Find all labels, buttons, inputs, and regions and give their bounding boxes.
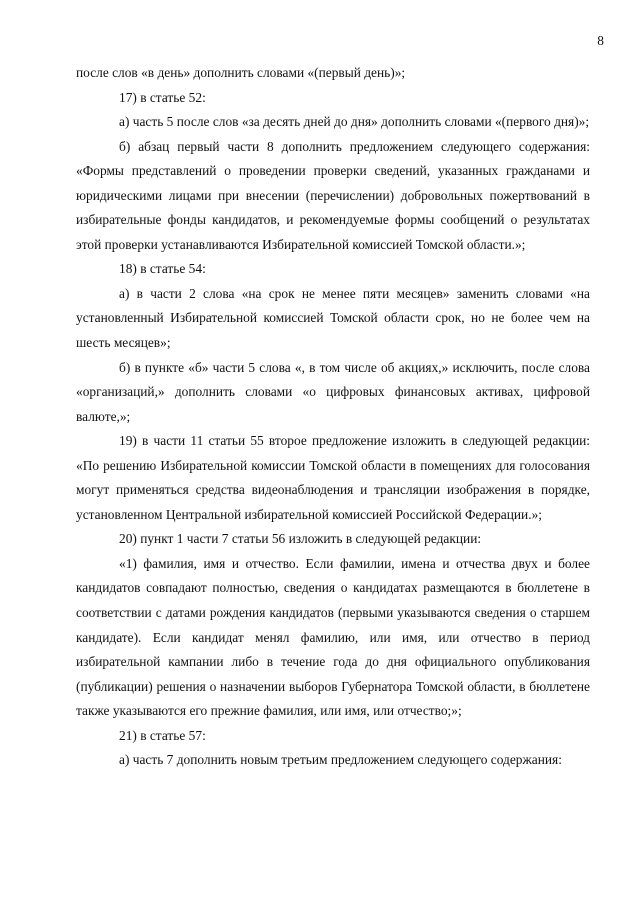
paragraph: а) часть 7 дополнить новым третьим предложением следующего содержания: — [119, 752, 562, 768]
paragraph: а) часть 5 после слов «за десять дней до дня» дополнить словами «(первого дня)»; — [119, 114, 590, 130]
paragraph: 19) в части 11 статьи 55 второе предложение изложить в следующей редакции: «По решению Избирательной комиссии Томской области в помещениях для голосования могут применяться средства видеонаблюдения и трансляции изображения в порядке, установленном Центральной избирательной комиссией Российской Федерации.»; — [76, 433, 590, 522]
paragraph: 20) пункт 1 части 7 статьи 56 изложить в следующей редакции: — [119, 531, 482, 547]
paragraph: 18) в статье 54: — [119, 261, 206, 277]
paragraph: а) в части 2 слова «на срок не менее пяти месяцев» заменить словами «на установленный Избирательной комиссией Томской области срок, но не более чем на шесть месяцев»; — [76, 285, 590, 351]
document-body — [76, 61, 590, 773]
paragraph: 21) в статье 57: — [119, 727, 206, 743]
paragraph: после слов «в день» дополнить словами «(первый день)»; — [76, 65, 406, 80]
paragraph: б) в пункте «б» части 5 слова «, в том числе об акциях,» исключить, после слова «организаций,» дополнить словами «о цифровых финансовых активах, цифровой валюте,»; — [76, 359, 590, 424]
page-number: 8 — [597, 33, 604, 48]
paragraph: б) абзац первый части 8 дополнить предложением следующего содержания: «Формы представлений о проведении проверки сведений, указанных гражданами и юридическими лицами при внесении (перечислении) добровольных пожертвований в избирательные фонды кандидатов, и рекомендуемые формы сообщений о результатах этой проверки устанавливаются Избирательной комиссией Томской области.»; — [76, 138, 590, 252]
paragraph: 17) в статье 52: — [119, 89, 206, 105]
paragraph: «1) фамилия, имя и отчество. Если фамилии, имена и отчества двух и более кандидатов совпадают полностью, сведения о кандидатах размещаются в бюллетене в соответствии с датами рождения кандидатов (первыми указываются сведения о старшем кандидате). Если кандидат менял фамилию, или имя, или отчество в период избирательной кампании либо в течение года до дня официального опубликования (публикации) решения о назначении выборов Губернатора Томской области, в бюллетене также указываются его прежние фамилия, или имя, или отчество;»; — [76, 555, 590, 719]
